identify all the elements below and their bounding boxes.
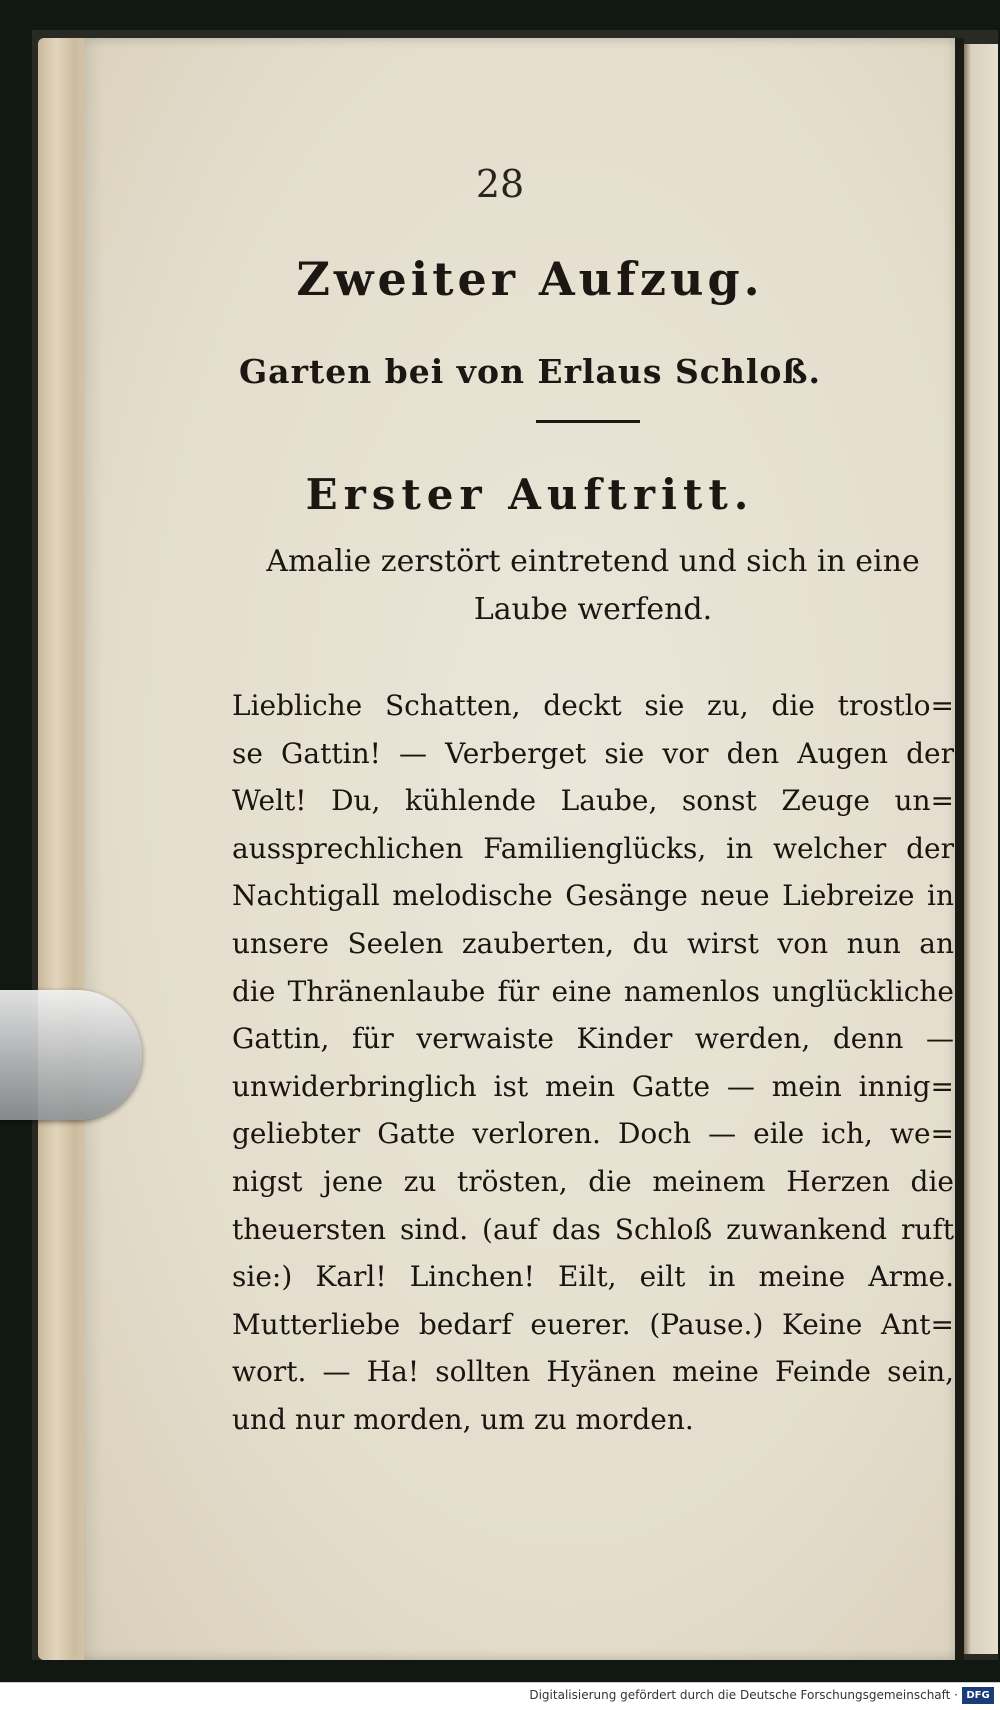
body-line: nigst jene zu trösten, die meinem Herzen die — [232, 1164, 954, 1198]
dfg-logo[interactable]: DFG — [962, 1687, 994, 1704]
body-text — [232, 682, 954, 1444]
stage-direction: Amalie zerstört eintretend und sich in eine Laube werfend. — [266, 544, 920, 627]
body-line: und nur morden, um zu morden. — [232, 1402, 694, 1436]
act-title: Zweiter Aufzug. — [296, 252, 764, 306]
body-line: Gattin, für verwaiste Kinder werden, denn — — [232, 1022, 954, 1056]
scene-title: Erster Auftritt. — [305, 470, 755, 519]
body-line: se Gattin! — Verberget sie vor den Augen der — [232, 736, 954, 770]
footer-credit: Digitalisierung gefördert durch die Deutsche Forschungsgemeinschaft · — [529, 1688, 958, 1702]
page-number: 28 — [475, 162, 525, 206]
divider-rule — [536, 420, 640, 423]
body-line: geliebter Gatte verloren. Doch — eile ich, we= — [232, 1117, 954, 1151]
body-line: sie:) Karl! Linchen! Eilt, eilt in meine Arme. — [232, 1260, 954, 1294]
spine-shadow — [955, 38, 964, 1660]
footer-bar — [0, 1682, 1000, 1710]
body-line: theuersten sind. (auf das Schloß zuwankend ruft — [232, 1212, 954, 1246]
body-line: unsere Seelen zauberten, du wirst von nun an — [232, 926, 954, 960]
body-line: unwiderbringlich ist mein Gatte — mein innig= — [232, 1069, 954, 1103]
body-line: Welt! Du, kühlende Laube, sonst Zeuge un= — [232, 784, 954, 818]
setting-title: Garten bei von Erlaus Schloß. — [239, 352, 821, 391]
next-page-edge — [962, 44, 998, 1654]
body-line: die Thränenlaube für eine namenlos unglückliche — [232, 974, 954, 1008]
body-line: Liebliche Schatten, deckt sie zu, die trostlo= — [232, 689, 954, 722]
page-clip — [0, 990, 142, 1120]
body-line: Mutterliebe bedarf euerer. (Pause.) Keine Ant= — [232, 1307, 954, 1341]
body-line: Nachtigall melodische Gesänge neue Liebreize in — [232, 879, 954, 913]
body-line: wort. — Ha! sollten Hyänen meine Feinde sein, — [232, 1355, 954, 1389]
body-line: aussprechlichen Familienglücks, in welcher der — [232, 831, 954, 865]
